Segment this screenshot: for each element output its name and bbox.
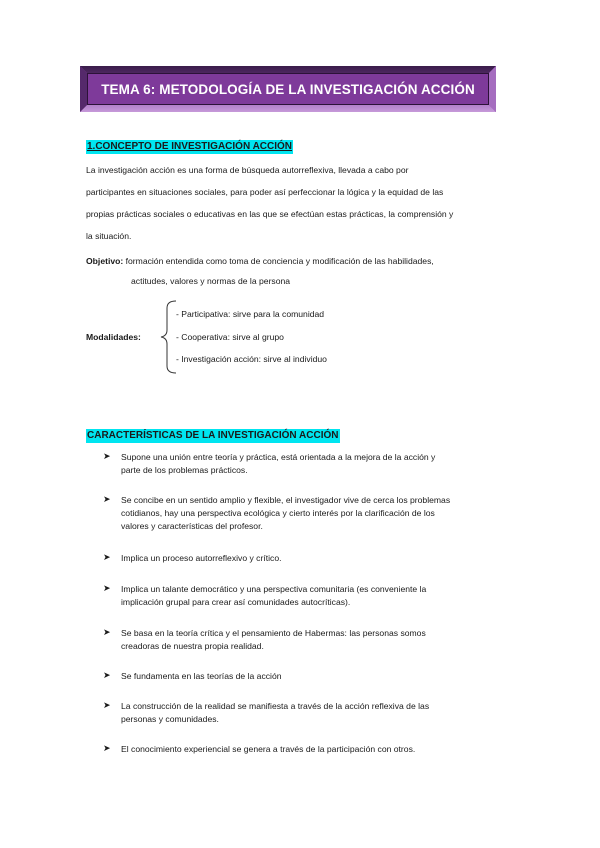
arrow-bullet-icon: ➤ (103, 743, 111, 753)
arrow-bullet-icon: ➤ (103, 700, 111, 710)
page-title: TEMA 6: METODOLOGÍA DE LA INVESTIGACIÓN ACCIÓN (101, 81, 475, 97)
paragraph-line: participantes en situaciones sociales, para poder así perfeccionar la lógica y la equidad de las (86, 187, 444, 197)
modalidad-item: - Participativa: sirve para la comunidad (176, 309, 325, 319)
bracket-icon (158, 300, 178, 374)
list-item: Se fundamenta en las teorías de la acción (121, 671, 282, 681)
list-item: La construcción de la realidad se manifiesta a través de la acción reflexiva de las personas y comunidades. (121, 701, 430, 724)
section-heading-concepto: 1.CONCEPTO DE INVESTIGACIÓN ACCIÓN (87, 141, 293, 152)
modalidad-item: - Investigación acción: sirve al individuo (176, 354, 327, 364)
arrow-bullet-icon: ➤ (103, 627, 111, 637)
arrow-bullet-icon: ➤ (103, 494, 111, 504)
list-item: El conocimiento experiencial se genera a través de la participación con otros. (121, 744, 416, 754)
list-item: Implica un proceso autorreflexivo y crítico. (121, 553, 282, 563)
arrow-bullet-icon: ➤ (103, 583, 111, 593)
title-banner (80, 66, 496, 112)
paragraph-line: propias prácticas sociales o educativas en las que se efectúan estas prácticas, la comprensión y (86, 209, 454, 219)
arrow-bullet-icon: ➤ (103, 670, 111, 680)
objetivo-label: Objetivo: (86, 256, 124, 266)
objetivo-line-2: actitudes, valores y normas de la persona (131, 276, 291, 286)
list-item: Se concibe en un sentido amplio y flexible, el investigador vive de cerca los problemas cotidianos, hay una perspectiva ecológica y cierto interés por la clarificación de los valores y características del profesor. (121, 495, 451, 531)
modalidad-item: - Cooperativa: sirve al grupo (176, 332, 284, 342)
objetivo-line (86, 256, 434, 267)
modalidades-label: Modalidades: (86, 332, 141, 342)
section-heading-caracteristicas: CARACTERÍSTICAS DE LA INVESTIGACIÓN ACCIÓN (87, 430, 339, 441)
list-item: Se basa en la teoría crítica y el pensamiento de Habermas: las personas somos creadoras de nuestra propia realidad. (121, 628, 426, 651)
paragraph-line: la situación. (86, 231, 132, 241)
arrow-bullet-icon: ➤ (103, 552, 111, 562)
list-item: Supone una unión entre teoría y práctica, está orientada a la mejora de la acción y parte de los problemas prácticos. (121, 452, 436, 475)
objetivo-text: formación entendida como toma de conciencia y modificación de las habilidades, (123, 256, 434, 266)
paragraph-line: La investigación acción es una forma de búsqueda autorreflexiva, llevada a cabo por (86, 165, 409, 175)
arrow-bullet-icon: ➤ (103, 451, 111, 461)
list-item: Implica un talante democrático y una perspectiva comunitaria (es conveniente la implicación grupal para crear así comunidades autocríticas). (121, 584, 427, 607)
